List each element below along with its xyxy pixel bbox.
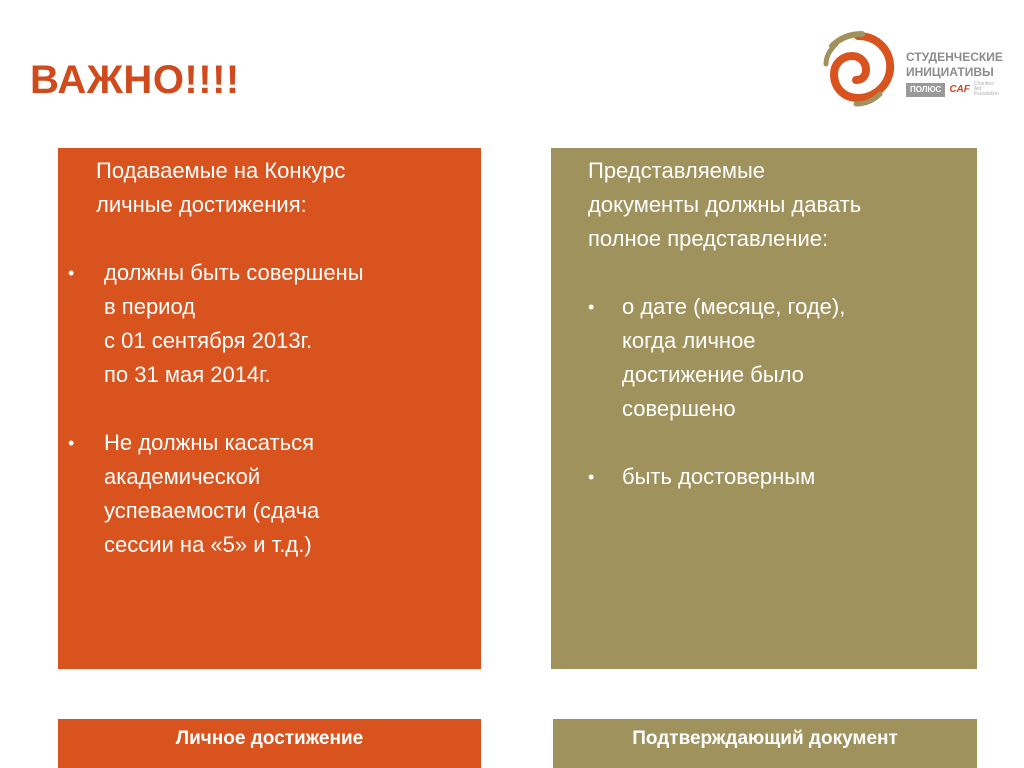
partner-caf: CAF: [949, 84, 970, 95]
logo-text: [906, 50, 1003, 80]
logo-partners: [906, 82, 1002, 97]
logo-line1: СТУДЕНЧЕСКИЕ: [906, 50, 1003, 64]
partner-polus: ПОЛЮС: [906, 83, 945, 97]
bullet-icon: •: [588, 297, 595, 317]
bullet-text: должны быть совершены в период с 01 сентября 2013г. по 31 мая 2014г.: [104, 260, 364, 387]
logo-swirl-icon: [818, 28, 898, 108]
logo: [818, 28, 1008, 108]
label-personal-achievement: Личное достижение: [58, 719, 481, 768]
left-panel: [58, 148, 481, 669]
left-intro: Подаваемые на Конкурс личные достижения:: [96, 158, 346, 217]
list-item: [60, 426, 471, 562]
bullet-icon: •: [588, 467, 595, 487]
partner-caf-note: Charities Aid Foundation: [973, 81, 999, 97]
bullet-text: о дате (месяце, годе), когда личное достижение было совершено: [622, 294, 846, 421]
bullet-text: быть достоверным: [622, 464, 816, 489]
left-bullets: [60, 256, 471, 562]
bullet-icon: •: [68, 263, 75, 283]
bullet-text: Не должны касаться академической успеваемости (сдача сессии на «5» и т.д.): [104, 430, 320, 557]
list-item: [60, 256, 471, 392]
page-title: ВАЖНО!!!!: [30, 58, 240, 102]
right-intro: Представляемые документы должны давать полное представление:: [588, 158, 862, 251]
list-item: [588, 290, 967, 426]
logo-line2: ИНИЦИАТИВЫ: [906, 65, 994, 79]
right-panel: [551, 148, 977, 669]
list-item: [588, 460, 967, 494]
right-bullets: [588, 290, 967, 494]
bullet-icon: •: [68, 433, 75, 453]
label-supporting-document: Подтверждающий документ: [553, 719, 977, 768]
